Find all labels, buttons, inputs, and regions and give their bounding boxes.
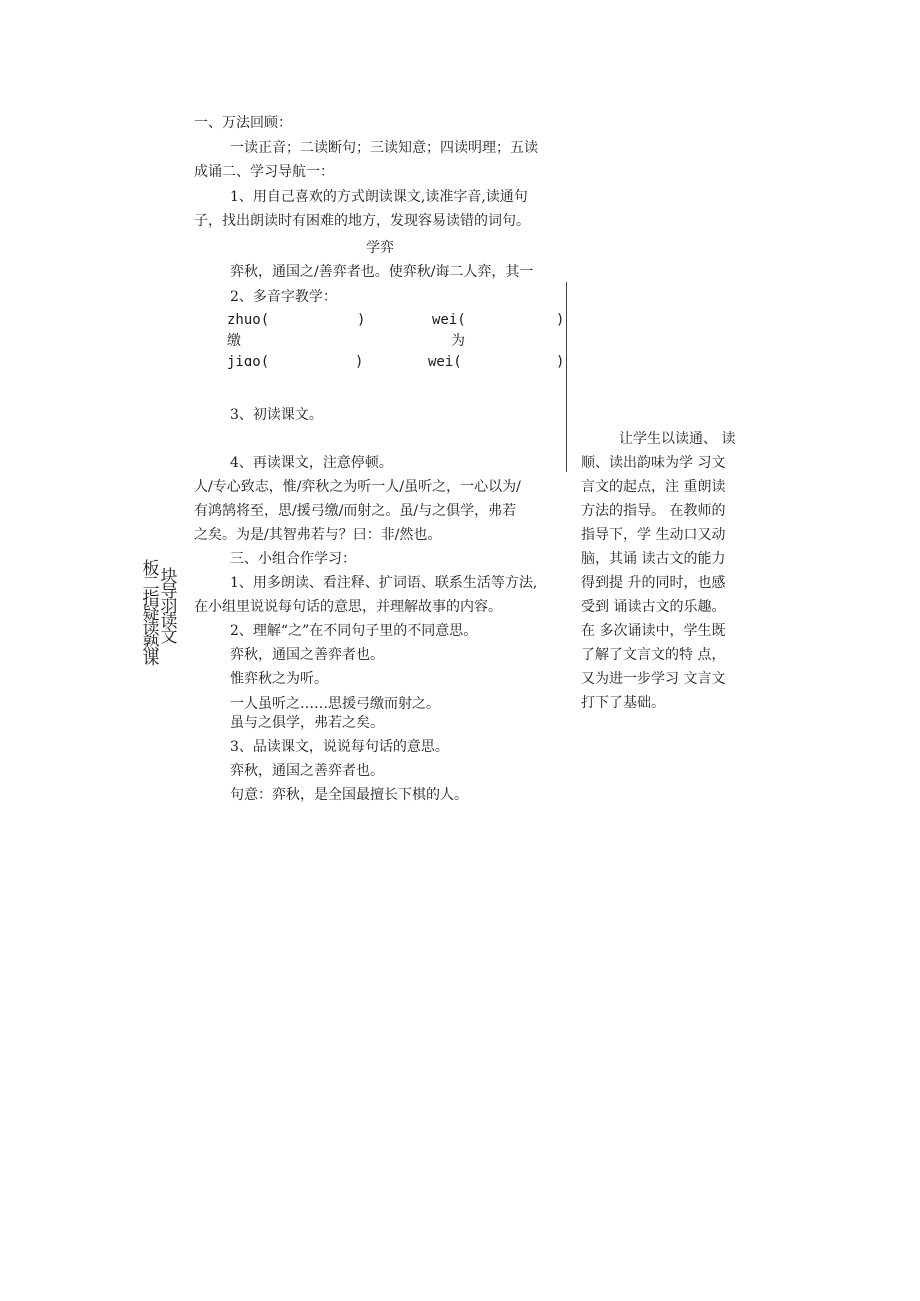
task1-line-1: 1、用自己喜欢的方式朗读课文,读准字音,读通句 <box>230 189 528 205</box>
note-line-7: 得到提 升的同时，也感 <box>581 575 726 591</box>
pinyin-wei-1-close: ) <box>556 312 565 328</box>
section3-item2: 2、理解“之”在不同句子里的不同意思。 <box>230 623 478 639</box>
section3-item3: 3、品读课文，说说每句话的意思。 <box>230 739 449 755</box>
column-divider <box>566 282 567 472</box>
polyphone-heading: 2、多音字教学： <box>230 289 337 305</box>
pinyin-jiao: jiɑo( <box>227 354 270 370</box>
pinyin-wei-2: wei( <box>428 354 462 370</box>
char-zhuo: 缴 <box>227 333 241 349</box>
poem-cont-line-1: 人/专心致志，惟/弈秋之为听一人/虽听之，一心以为/ <box>194 479 521 495</box>
note-line-1: 让学生以读通、 读 <box>619 431 736 447</box>
method-line-2: 成诵二、学习导航一： <box>194 164 334 180</box>
char-wei: 为 <box>451 333 465 349</box>
poem-cont-line-2: 有鸿鹄将至，思/援弓缴/而射之。虽/与之俱学，弗若 <box>194 503 517 519</box>
note-line-2: 顺、读出韵味为学 习文 <box>581 455 726 471</box>
task3: 3、初读课文。 <box>230 407 323 423</box>
task1-line-2: 子，找出朗读时有困难的地方，发现容易读错的词句。 <box>194 213 530 229</box>
note-line-10: 了解了文言文的特 点， <box>581 647 726 663</box>
poem-line-1: 弈秋，通国之/善弈者也。使弈秋/诲二人弈，其一 <box>230 264 534 280</box>
pinyin-wei-2-close: ) <box>556 354 565 370</box>
note-line-6: 脑，其诵 读古文的能力 <box>581 551 726 567</box>
sentence-meaning: 句意：弈秋，是全国最擅长下棋的人。 <box>230 787 468 803</box>
note-line-8: 受到 诵读古文的乐趣。 <box>581 599 726 615</box>
note-line-3: 言文的起点，注 重朗读 <box>581 479 726 495</box>
example-2: 惟弈秋之为听。 <box>230 671 328 687</box>
board-column-1: 板二指疑读熟课 <box>142 559 160 669</box>
example-5: 弈秋，通国之善弈者也。 <box>230 763 384 779</box>
pinyin-wei-1: wei( <box>432 312 466 328</box>
method-line-1: 一读正音；二读断句；三读知意；四读明理；五读 <box>230 140 538 156</box>
note-line-12: 打下了基础。 <box>581 695 665 711</box>
poem-cont-line-3: 之矣。为是/其智弗若与？曰：非/然也。 <box>194 527 442 543</box>
example-4: 虽与之俱学，弗若之矣。 <box>230 715 384 731</box>
note-line-4: 方法的指导。 在教师的 <box>581 503 726 519</box>
task4: 4、再读课文，注意停顿。 <box>230 455 393 471</box>
pinyin-jiao-close: ) <box>355 354 364 370</box>
note-line-9: 在 多次诵读中，学生既 <box>581 623 726 639</box>
note-line-5: 指导下，学 生动口又动 <box>581 527 726 543</box>
note-line-11: 又为进一步学习 文言文 <box>581 671 726 687</box>
board-column-2: 块导羽读文 <box>160 567 178 647</box>
section3-heading: 三、小组合作学习： <box>230 551 356 567</box>
pinyin-zhuo: zhuo( <box>227 312 270 328</box>
example-1: 弈秋，通国之善弈者也。 <box>230 647 384 663</box>
pinyin-zhuo-close: ) <box>357 312 366 328</box>
example-3: 一人虽听之……思援弓缴而射之。 <box>230 696 440 712</box>
section3-item1-line-1: 1、用多朗读、看注释、扩词语、联系生活等方法, <box>230 575 538 591</box>
poem-title: 学弈 <box>366 240 394 256</box>
section3-item1-line-2: 在小组里说说每句话的意思，并理解故事的内容。 <box>194 599 502 615</box>
section1-heading: 一、万法回顾： <box>194 115 292 131</box>
